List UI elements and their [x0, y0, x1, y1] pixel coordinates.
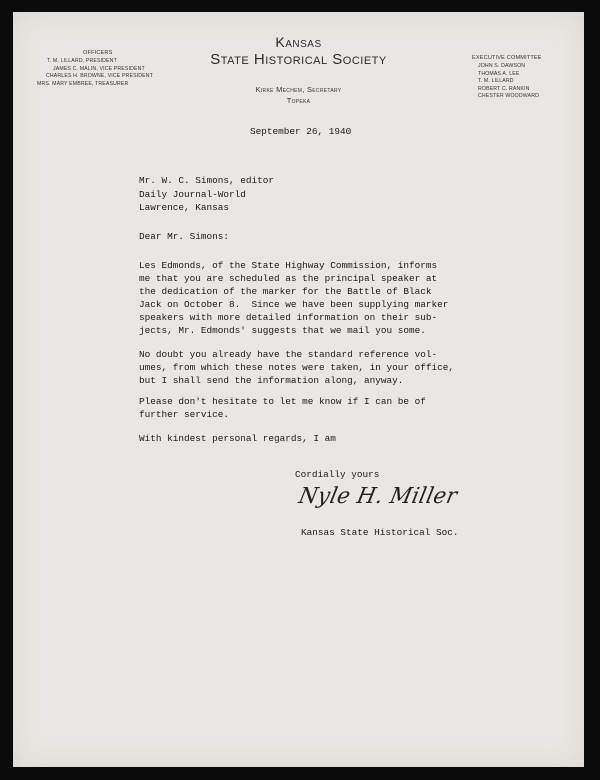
- executive-committee-block: [466, 55, 576, 100]
- officer-name: MRS. MARY EMBREE, TREASURER: [37, 80, 129, 87]
- body-line: With kindest personal regards, I am: [139, 433, 336, 444]
- committee-member: THOMAS A. LEE: [478, 70, 520, 77]
- body-paragraph-1: [139, 259, 539, 337]
- officer-name: T. M. LILLARD, PRESIDENT: [47, 58, 117, 65]
- recipient-line: Mr. W. C. Simons, editor: [139, 175, 275, 186]
- signer-organization: Kansas State Historical Soc.: [301, 527, 459, 538]
- handwritten-signature: Nyle H. Miller: [296, 484, 460, 509]
- officers-block: [31, 50, 181, 88]
- officer-name: CHARLES H. BROWNE, VICE PRESIDENT: [46, 73, 153, 80]
- letterhead-org-line2: State Historical Society: [210, 51, 387, 68]
- letterhead-org-line1: Kansas: [275, 34, 322, 50]
- letterhead-city: Topeka: [286, 96, 311, 105]
- recipient-line: Daily Journal-World: [139, 188, 246, 200]
- salutation: Dear Mr. Simons:: [139, 231, 230, 242]
- committee-member: CHESTER WOODWARD: [478, 93, 539, 100]
- body-line: speakers with more detailed information on their sub-: [139, 312, 438, 323]
- recipient-address: [139, 174, 274, 215]
- body-paragraph-4: [139, 432, 539, 445]
- body-line: jects, Mr. Edmonds' suggests that we mail you some.: [139, 325, 426, 336]
- committee-heading: EXECUTIVE COMMITTEE: [472, 55, 542, 61]
- letter-page: [13, 12, 584, 767]
- officer-name: JAMES C. MALIN, VICE PRESIDENT: [53, 65, 145, 72]
- body-line: umes, from which these notes were taken, in your office,: [139, 362, 455, 373]
- body-paragraph-3: [139, 395, 539, 421]
- body-paragraph-2: [139, 348, 539, 387]
- body-line: No doubt you already have the standard reference vol-: [139, 349, 438, 360]
- committee-member: T. M. LILLARD: [478, 78, 514, 85]
- committee-member: ROBERT C. RANKIN: [478, 85, 530, 92]
- body-line: me that you are scheduled as the principal speaker at: [139, 273, 438, 284]
- body-line: Les Edmonds, of the State Highway Commission, informs: [139, 260, 438, 271]
- body-line: the dedication of the marker for the Battle of Black: [139, 286, 432, 297]
- body-line: Jack on October 8. Since we have been supplying marker: [139, 299, 449, 310]
- officers-heading: OFFICERS: [83, 50, 113, 56]
- body-line: but I shall send the information along, anyway.: [139, 375, 404, 386]
- body-line: further service.: [139, 409, 230, 420]
- complimentary-closing: Cordially yours: [295, 469, 380, 480]
- letterhead-secretary: Kirke Mechem, Secretary: [255, 85, 342, 94]
- letter-date: September 26, 1940: [250, 126, 352, 137]
- committee-member: JOHN S. DAWSON: [478, 63, 526, 70]
- body-line: Please don't hesitate to let me know if I can be of: [139, 396, 426, 407]
- recipient-line: Lawrence, Kansas: [139, 202, 230, 213]
